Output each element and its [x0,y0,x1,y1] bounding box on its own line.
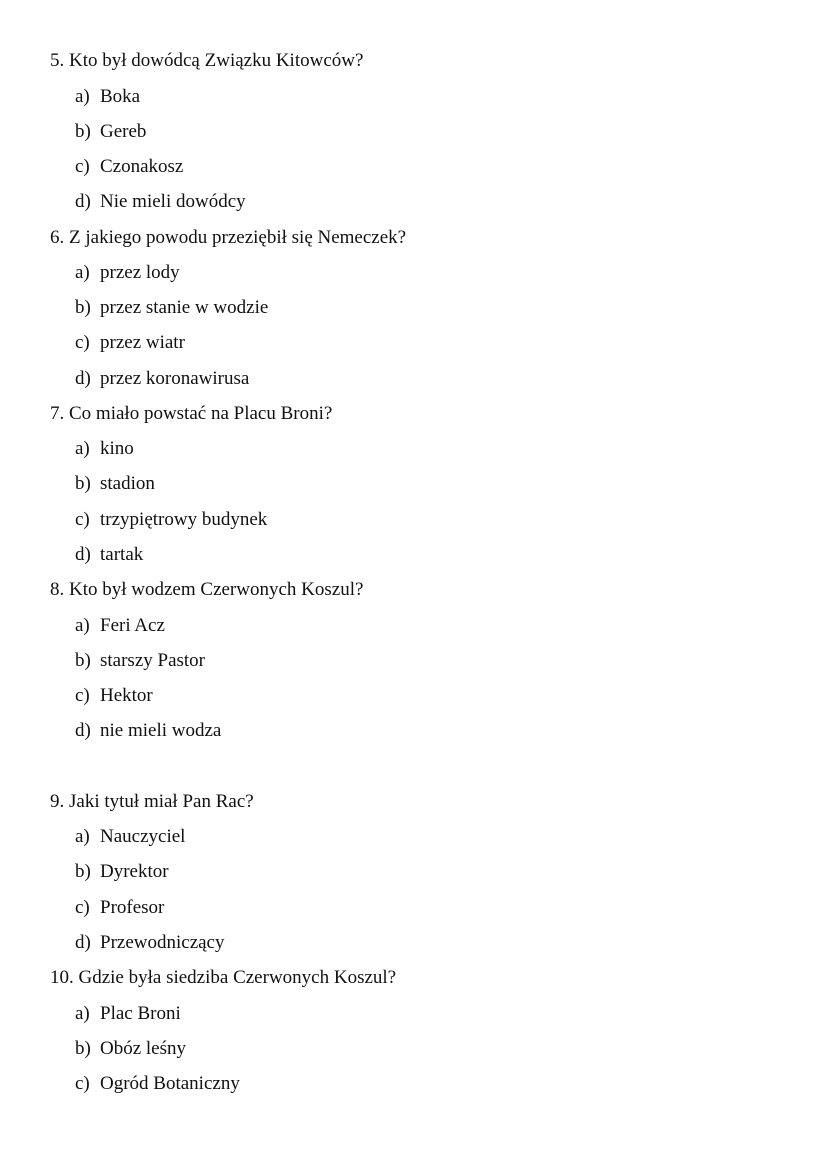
option-letter: a) [75,615,90,636]
option-letter: a) [75,438,90,459]
answer-option [75,152,183,182]
question-text: Kto był dowódcą Związku Kitowców? [69,50,364,71]
option-letter: c) [75,1073,90,1094]
question-number: 5. [50,50,65,71]
answer-option [75,505,267,535]
question-heading [50,575,363,605]
option-text: Nauczyciel [100,826,186,847]
question-heading [50,399,332,429]
answer-option [75,857,169,887]
option-text: stadion [100,473,155,494]
answer-option [75,293,268,323]
question-text: Kto był wodzem Czerwonych Koszul? [69,579,364,600]
option-text: Czonakosz [100,156,184,177]
option-text: Przewodniczący [100,932,225,953]
answer-option [75,999,181,1029]
answer-option [75,540,143,570]
answer-option [75,187,246,217]
option-text: Boka [100,86,141,107]
answer-option [75,646,205,676]
answer-option [75,469,155,499]
option-text: Dyrektor [100,861,169,882]
answer-option [75,716,221,746]
answer-option [75,611,165,641]
option-text: Profesor [100,897,165,918]
question-number: 9. [50,791,65,812]
option-letter: d) [75,932,91,953]
option-letter: b) [75,861,91,882]
option-text: trzypiętrowy budynek [100,509,268,530]
option-letter: d) [75,368,91,389]
option-letter: b) [75,297,91,318]
option-letter: d) [75,544,91,565]
option-text: nie mieli wodza [100,720,222,741]
question-heading [50,963,396,993]
answer-option [75,258,180,288]
option-letter: b) [75,1038,91,1059]
answer-option [75,434,134,464]
option-letter: a) [75,86,90,107]
question-number: 7. [50,403,65,424]
option-text: przez stanie w wodzie [100,297,269,318]
option-text: Feri Acz [100,615,165,636]
answer-option [75,82,140,112]
answer-option [75,1034,186,1064]
option-letter: b) [75,473,91,494]
option-letter: c) [75,156,90,177]
question-text: Jaki tytuł miał Pan Rac? [69,791,254,812]
option-letter: b) [75,121,91,142]
option-text: Plac Broni [100,1003,181,1024]
option-text: Hektor [100,685,153,706]
option-text: Gereb [100,121,147,142]
question-number: 10. [50,967,74,988]
option-text: Nie mieli dowódcy [100,191,246,212]
question-heading [50,223,406,253]
option-text: przez koronawirusa [100,368,250,389]
option-letter: a) [75,1003,90,1024]
answer-option [75,364,249,394]
option-letter: c) [75,685,90,706]
question-number: 6. [50,227,65,248]
option-letter: c) [75,509,90,530]
answer-option [75,117,146,147]
option-text: przez lody [100,262,180,283]
answer-option [75,928,225,958]
answer-option [75,1069,240,1099]
option-letter: d) [75,191,91,212]
option-text: tartak [100,544,144,565]
option-text: Ogród Botaniczny [100,1073,240,1094]
question-text: Co miało powstać na Placu Broni? [69,403,333,424]
option-letter: c) [75,332,90,353]
option-text: kino [100,438,134,459]
question-text: Gdzie była siedziba Czerwonych Koszul? [78,967,397,988]
answer-option [75,328,185,358]
question-heading [50,46,363,76]
question-text: Z jakiego powodu przeziębił się Nemeczek? [69,227,407,248]
option-letter: a) [75,826,90,847]
option-text: przez wiatr [100,332,185,353]
answer-option [75,681,153,711]
option-letter: a) [75,262,90,283]
answer-option [75,893,164,923]
option-text: starszy Pastor [100,650,206,671]
option-letter: c) [75,897,90,918]
option-text: Obóz leśny [100,1038,187,1059]
question-number: 8. [50,579,65,600]
option-letter: b) [75,650,91,671]
question-heading [50,787,254,817]
option-letter: d) [75,720,91,741]
answer-option [75,822,185,852]
